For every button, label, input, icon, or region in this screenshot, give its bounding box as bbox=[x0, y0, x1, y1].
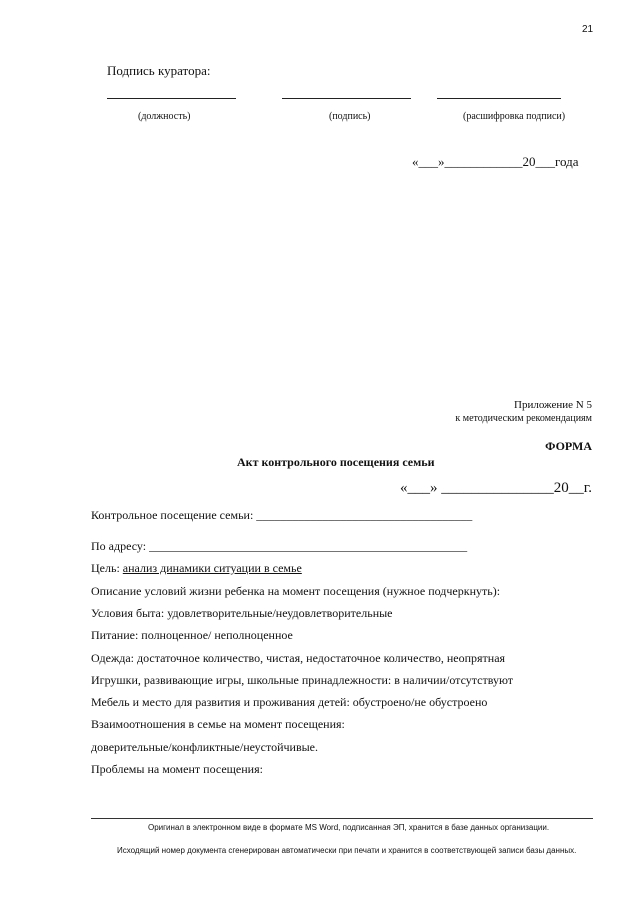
page-number: 21 bbox=[582, 24, 594, 35]
goal-value: анализ динамики ситуации в семье bbox=[122, 561, 302, 575]
household-conditions: Условия быта: удовлетворительные/неудовлетворительные bbox=[91, 606, 393, 620]
family-relations-label: Взаимоотношения в семье на момент посещения: bbox=[91, 717, 345, 731]
curator-signature-label: Подпись куратора: bbox=[107, 63, 211, 78]
annex-reference: к методическим рекомендациям bbox=[455, 413, 592, 424]
signature-date: «___»____________20___года bbox=[412, 154, 579, 169]
footer-original-note: Оригинал в электронном виде в формате MS Word, подписанная ЭП, хранится в базе данных организации. bbox=[148, 823, 550, 832]
nutrition: Питание: полноценное/ неполноценное bbox=[91, 628, 293, 642]
signature-caption: (подпись) bbox=[329, 111, 371, 122]
problems-label: Проблемы на момент посещения: bbox=[91, 762, 263, 776]
goal-field bbox=[91, 561, 302, 576]
living-conditions-description: Описание условий жизни ребенка на момент посещения (нужное подчеркнуть): bbox=[91, 584, 501, 598]
signature-blank-line bbox=[282, 98, 411, 99]
position-caption: (должность) bbox=[138, 111, 191, 122]
form-label: ФОРМА bbox=[545, 439, 592, 453]
position-blank-line bbox=[107, 98, 236, 99]
footer-number-note: Исходящий номер документа сгенерирован автоматически при печати и хранится в соответствующей записи базы данных. bbox=[117, 846, 577, 855]
act-date: «___» _______________20__г. bbox=[400, 480, 592, 496]
footer-divider bbox=[91, 818, 593, 819]
goal-label: Цель: bbox=[91, 561, 123, 575]
clothing: Одежда: достаточное количество, чистая, недостаточное количество, неопрятная bbox=[91, 651, 506, 665]
name-decoding-blank-line bbox=[437, 98, 561, 99]
furniture-space: Мебель и место для развития и проживания детей: обустроено/не обустроено bbox=[91, 695, 488, 709]
toys-supplies: Игрушки, развивающие игры, школьные принадлежности: в наличии/отсутствуют bbox=[91, 673, 514, 687]
name-decoding-caption: (расшифровка подписи) bbox=[463, 111, 566, 122]
visit-field: Контрольное посещение семьи: ____________________________________ bbox=[91, 508, 473, 522]
family-relations-values: доверительные/конфликтные/неустойчивые. bbox=[91, 740, 319, 754]
address-field: По адресу: _____________________________________________________ bbox=[91, 539, 468, 553]
document-title: Акт контрольного посещения семьи bbox=[237, 455, 435, 469]
annex-number: Приложение N 5 bbox=[514, 399, 592, 411]
